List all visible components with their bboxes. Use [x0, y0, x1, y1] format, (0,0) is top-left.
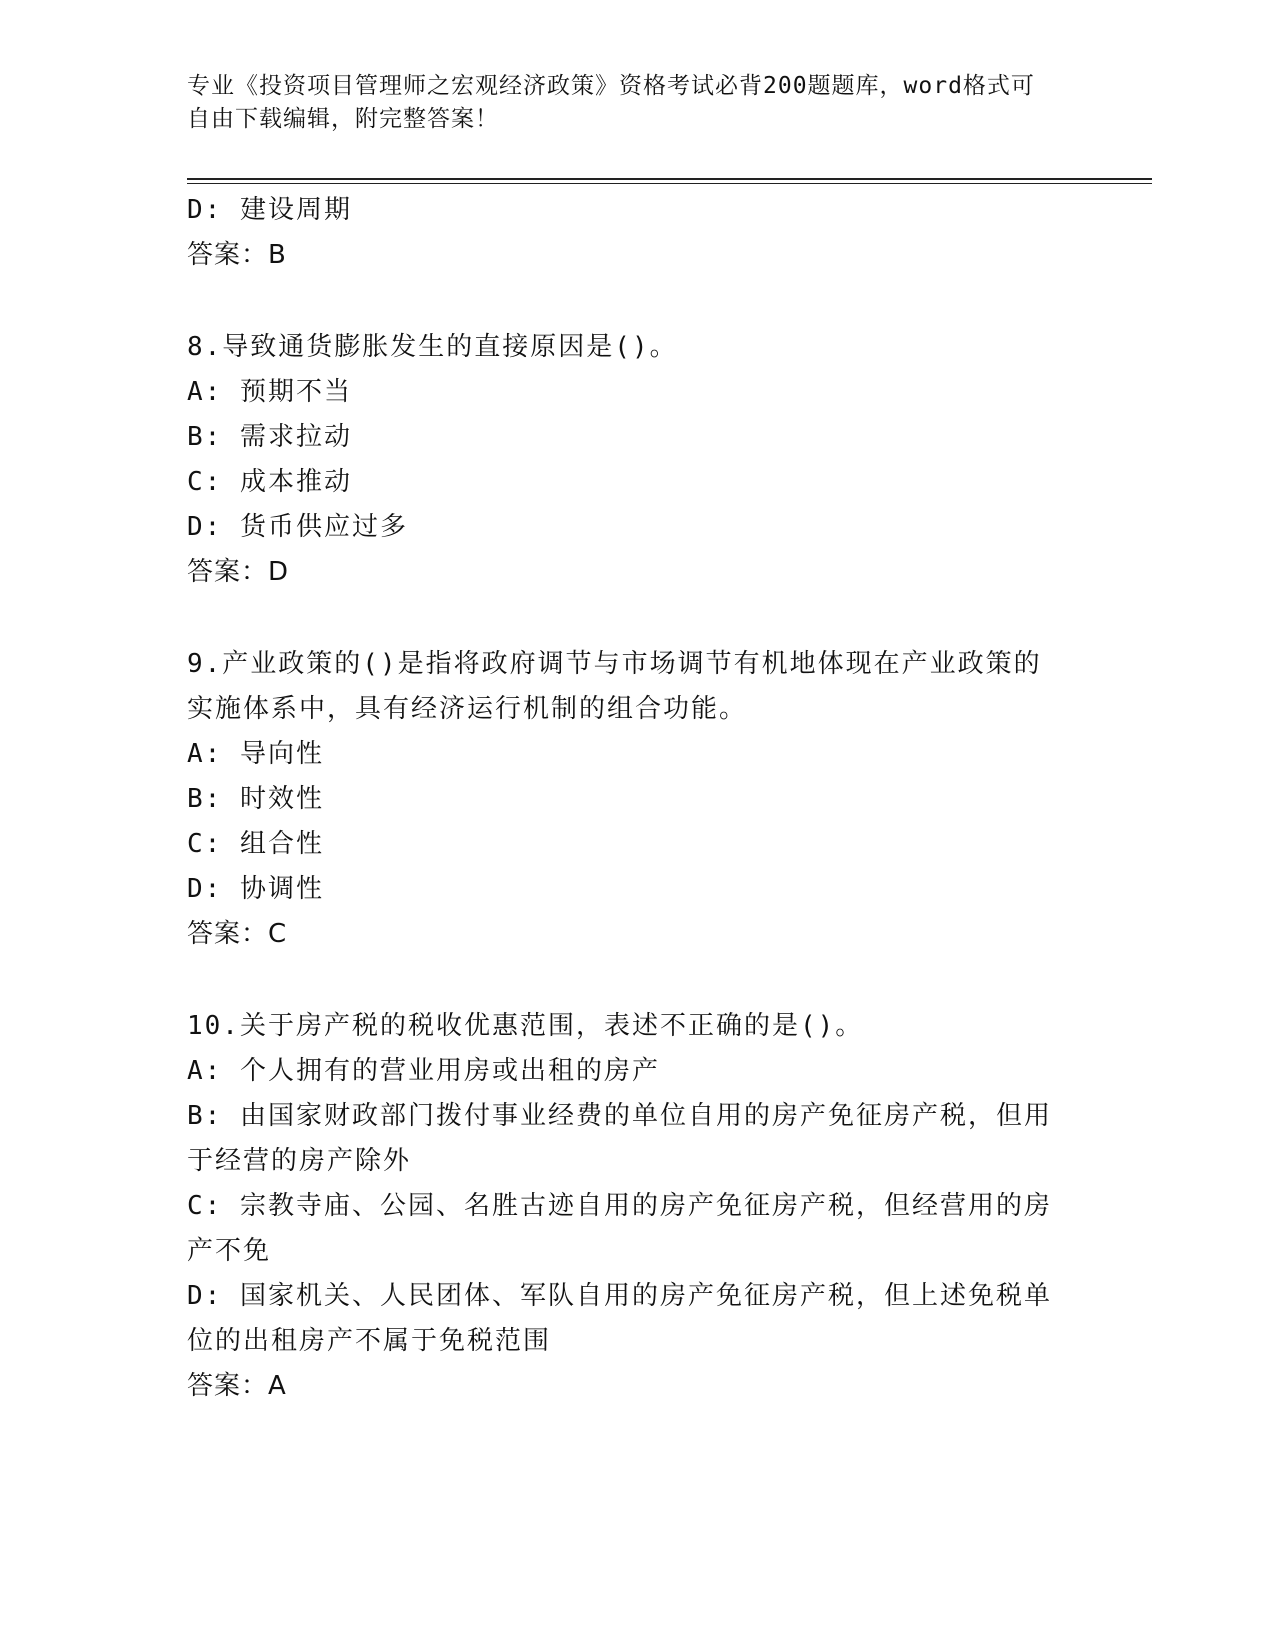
- option-a: A: 个人拥有的营业用房或出租的房产: [187, 1056, 660, 1086]
- question-7-tail: [187, 188, 1087, 278]
- option-c-line-2: 产不免: [187, 1236, 272, 1266]
- option-b: B: 时效性: [187, 784, 324, 814]
- question-8: [187, 325, 1087, 595]
- question-stem: 10.关于房产税的税收优惠范围，表述不正确的是()。: [187, 1011, 864, 1041]
- question-9: [187, 642, 1087, 957]
- answer: 答案：A: [187, 1371, 287, 1401]
- answer: 答案：D: [187, 557, 290, 587]
- option-b-line-2: 于经营的房产除外: [187, 1146, 412, 1176]
- header-line-1: 专业《投资项目管理师之宏观经济政策》资格考试必背200题题库，word格式可: [187, 73, 1035, 99]
- option-a: A: 导向性: [187, 739, 324, 769]
- option-d-line-2: 位的出租房产不属于免税范围: [187, 1326, 552, 1356]
- question-list: [187, 188, 1087, 1409]
- option-a: A: 预期不当: [187, 377, 352, 407]
- question-10: [187, 1004, 1087, 1409]
- question-stem: 8.导致通货膨胀发生的直接原因是()。: [187, 332, 678, 362]
- option-b: B: 需求拉动: [187, 422, 352, 452]
- divider-thick-line: [187, 178, 1152, 180]
- option-c: C: 组合性: [187, 829, 324, 859]
- question-stem-line-2: 实施体系中，具有经济运行机制的组合功能。: [187, 694, 748, 724]
- page-header: [187, 70, 1067, 136]
- option-d: D: 货币供应过多: [187, 512, 408, 542]
- answer: 答案：C: [187, 919, 288, 949]
- option-d: D: 协调性: [187, 874, 324, 904]
- header-divider: [187, 178, 1152, 184]
- option-c-line-1: C: 宗教寺庙、公园、名胜古迹自用的房产免征房产税，但经营用的房: [187, 1191, 1052, 1221]
- option-d-line-1: D: 国家机关、人民团体、军队自用的房产免征房产税，但上述免税单: [187, 1281, 1052, 1311]
- option-c: C: 成本推动: [187, 467, 352, 497]
- option-b-line-1: B: 由国家财政部门拨付事业经费的单位自用的房产免征房产税，但用: [187, 1101, 1052, 1131]
- question-stem-line-1: 9.产业政策的()是指将政府调节与市场调节有机地体现在产业政策的: [187, 649, 1042, 679]
- header-line-2: 自由下载编辑，附完整答案！: [187, 106, 499, 132]
- answer: 答案：B: [187, 240, 287, 270]
- divider-thin-line: [187, 183, 1152, 184]
- option-d: D: 建设周期: [187, 195, 352, 225]
